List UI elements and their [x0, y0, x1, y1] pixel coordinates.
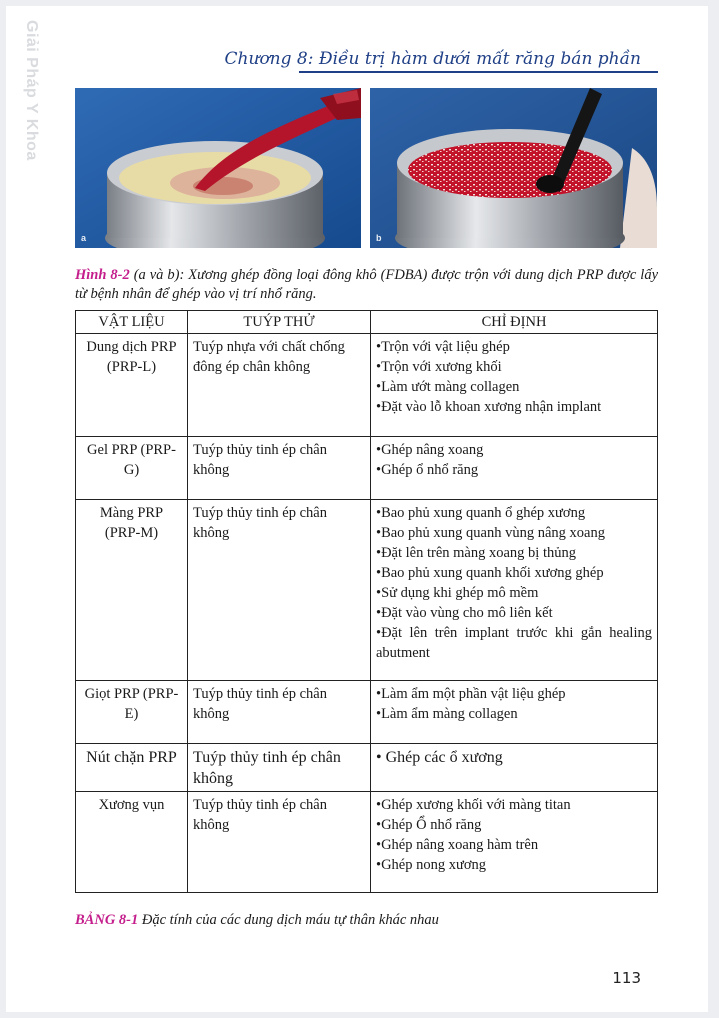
indication-item: •Đặt lên trên implant trước khi gắn healing abutment [376, 625, 652, 661]
table-caption-label: BẢNG 8-1 [75, 912, 139, 928]
row-tube: Tuýp thủy tinh ép chân không [188, 681, 371, 744]
photo-b-letter: b [376, 233, 382, 243]
indication-item: •Bao phủ xung quanh vùng nâng xoang [376, 525, 605, 541]
row-indications [371, 500, 658, 681]
photo-a-letter: a [81, 233, 87, 243]
indication-item: • Ghép các ổ xương [376, 749, 503, 766]
photo-a [75, 88, 361, 248]
row-indications [371, 792, 658, 893]
indication-item: •Trộn với xương khối [376, 359, 502, 375]
indication-item: •Làm ẩm một phần vật liệu ghép [376, 686, 566, 702]
row-material: Giọt PRP (PRP-E) [76, 681, 188, 744]
header-indication: CHỈ ĐỊNH [371, 311, 658, 334]
indication-item: •Làm ẩm màng collagen [376, 706, 518, 722]
row-indications [371, 437, 658, 500]
row-material: Dung dịch PRP (PRP-L) [76, 334, 188, 437]
indication-item: •Sử dụng khi ghép mô mềm [376, 585, 539, 601]
indication-item: •Làm ướt màng collagen [376, 379, 520, 395]
row-indications [371, 681, 658, 744]
indication-item: •Bao phủ xung quanh khối xương ghép [376, 565, 604, 581]
table-row [76, 744, 658, 792]
indication-item: •Đặt vào vùng cho mô liên kết [376, 605, 553, 621]
header-rule [299, 71, 658, 73]
table-header-row [76, 311, 658, 334]
row-material: Gel PRP (PRP-G) [76, 437, 188, 500]
table-row [76, 500, 658, 681]
photo-b [370, 88, 657, 248]
row-indications [371, 334, 658, 437]
indication-item: •Ghép nâng xoang [376, 442, 484, 458]
side-brand-watermark: Giải Pháp Y Khoa [23, 20, 40, 161]
indication-item: •Ghép nong xương [376, 857, 487, 873]
indication-item: •Ghép nâng xoang hàm trên [376, 837, 539, 853]
table-row [76, 437, 658, 500]
table-caption [75, 912, 439, 929]
indication-item: •Bao phủ xung quanh ổ ghép xương [376, 505, 586, 521]
figure-caption [75, 266, 658, 304]
indication-item: •Ghép xương khối với màng titan [376, 797, 571, 813]
figure-caption-text: (a và b): Xương ghép đồng loại đông khô (FDBA) được trộn với dung dịch PRP được lấy từ bệnh nhân để ghép vào vị trí nhổ răng. [75, 267, 659, 302]
document-page [6, 6, 708, 1012]
indication-item: •Ghép Ổ nhổ răng [376, 817, 482, 833]
page-number: 113 [612, 969, 641, 987]
table-row [76, 334, 658, 437]
blood-products-table [75, 310, 658, 893]
indication-item: •Đặt lên trên màng xoang bị thủng [376, 545, 576, 561]
indication-item: •Ghép ổ nhổ răng [376, 462, 479, 478]
table-row [76, 681, 658, 744]
row-tube: Tuýp thủy tinh ép chân không [188, 437, 371, 500]
row-tube: Tuýp thủy tinh ép chân không [188, 744, 371, 792]
row-indications [371, 744, 658, 792]
row-tube: Tuýp thủy tinh ép chân không [188, 792, 371, 893]
row-tube: Tuýp thủy tinh ép chân không [188, 500, 371, 681]
row-tube: Tuýp nhựa với chất chống đông ép chân không [188, 334, 371, 437]
row-material: Nút chặn PRP [76, 744, 188, 792]
header-material: VẬT LIỆU [76, 311, 188, 334]
chapter-header: Chương 8: Điều trị hàm dưới mất răng bán phần [224, 49, 641, 69]
header-tube: TUÝP THỬ [188, 311, 371, 334]
indication-item: •Đặt vào lỗ khoan xương nhận implant [376, 399, 602, 415]
table-row [76, 792, 658, 893]
row-material: Màng PRP (PRP-M) [76, 500, 188, 681]
table-caption-text: Đặc tính của các dung dịch máu tự thân khác nhau [138, 912, 439, 928]
indication-item: •Trộn với vật liệu ghép [376, 339, 510, 355]
row-material: Xương vụn [76, 792, 188, 893]
figure-caption-label: Hình 8-2 [75, 267, 130, 283]
